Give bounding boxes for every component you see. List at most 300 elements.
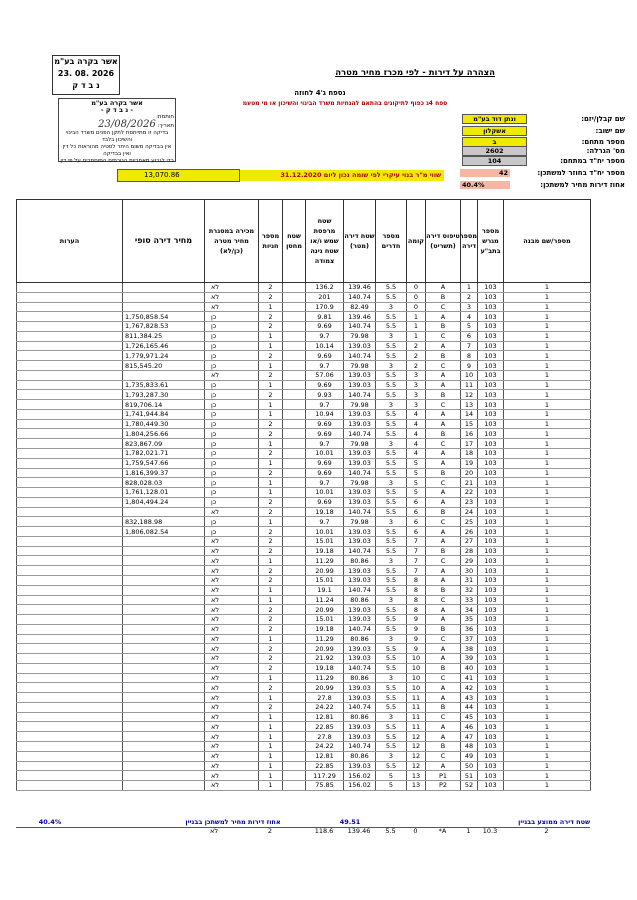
cell-balcony: 19.18 [306,663,344,673]
cell-lot: 103 [478,341,504,351]
cell-floor: 5 [407,458,426,468]
cell-storage [283,312,306,322]
cell-floor: 2 [407,341,426,351]
cell-parking: 1 [259,771,283,781]
cell-balcony: 9.7 [306,331,344,341]
cell-rooms: 5.5 [376,380,407,390]
cell-parking: 2 [259,322,283,332]
cell-floor: 3 [407,390,426,400]
cell-area: 79.98 [344,517,376,527]
table-row [17,292,591,302]
cell-balcony: 20.99 [306,683,344,693]
page-title: הצהרה על דירות - לפי מכרז מחיר מטרה [335,68,495,78]
cell-price [123,292,205,302]
cell-floor: 4 [407,409,426,419]
cell-parking: 1 [259,439,283,449]
cell-balcony: 20.99 [306,644,344,654]
cell-building: 1 [504,302,591,312]
cell-target-sale: לא [205,370,259,380]
cell-type: A [426,283,461,293]
cell-rooms: 5.5 [376,546,407,556]
header-target-sale: מכירה במסגרת מחיר מטרה (כן/לא) [205,200,259,283]
cell-floor: 4 [407,419,426,429]
cell-parking: 2 [259,449,283,459]
cell-notes [17,351,123,361]
cell-building: 1 [504,478,591,488]
cell-apt-no: 15 [461,419,478,429]
cell-type: B [426,292,461,302]
cell-type: A [426,605,461,615]
cell-lot: 103 [478,527,504,537]
affordable-pct-label: אחוז דירות מחיר למשתכן בבניין [185,818,281,826]
cell-building: 1 [504,370,591,380]
cell-building: 1 [504,654,591,664]
table-row [17,517,591,527]
cell-rooms: 3 [376,634,407,644]
cell-apt-no: 30 [461,566,478,576]
cell-storage [283,488,306,498]
cell-price: 1,793,287.30 [123,390,205,400]
table-row [17,419,591,429]
cell-parking: 1 [259,341,283,351]
cell-type: A [426,380,461,390]
cell-floor: 0 [407,292,426,302]
cell-balcony: 15.01 [306,615,344,625]
cell-rooms: 5.5 [376,615,407,625]
cell-area: 139.03 [344,419,376,429]
cell-balcony: 19.18 [306,624,344,634]
cell-area: 80.86 [344,634,376,644]
cell-notes [17,439,123,449]
cell-lot: 103 [478,400,504,410]
cell-apt-no: 36 [461,624,478,634]
cell-building: 1 [504,673,591,683]
cell-type: A [426,341,461,351]
cell-lot: 103 [478,683,504,693]
cell-balcony: 20.99 [306,605,344,615]
cell-floor: 6 [407,497,426,507]
table-row [17,429,591,439]
cell-rooms: 5.5 [376,536,407,546]
cell-building: 1 [504,751,591,761]
cell-target-sale: כן [205,351,259,361]
cell-lot: 10.3 [482,827,498,835]
table-row [17,585,591,595]
cell-storage [283,419,306,429]
cell-notes [17,732,123,742]
cell-parking: 2 [259,292,283,302]
cell-parking: 1 [259,741,283,751]
cell-floor: 8 [407,595,426,605]
cell-floor: 0 [407,302,426,312]
table-row [17,566,591,576]
cell-storage [283,722,306,732]
cell-storage [283,663,306,673]
cell-target-sale: לא [205,732,259,742]
table-row [17,361,591,371]
cell-floor: 12 [407,741,426,751]
stamp-box-signature: 23/08/2026 [98,119,156,130]
cell-type: A [426,527,461,537]
cell-type: A [426,722,461,732]
cell-floor: 12 [407,751,426,761]
cell-apt-no: 19 [461,458,478,468]
cell-lot: 103 [478,536,504,546]
cell-target-sale: לא [205,507,259,517]
cell-floor: 12 [407,761,426,771]
cell-storage [283,624,306,634]
cell-type: B [426,624,461,634]
cell-parking: 1 [259,732,283,742]
cell-rooms: 5.5 [376,409,407,419]
cell-target-sale: כן [205,439,259,449]
cell-building: 1 [504,341,591,351]
cell-storage [283,634,306,644]
table-row [17,634,591,644]
cell-balcony: 19.18 [306,507,344,517]
cell-building: 1 [504,322,591,332]
cell-notes [17,781,123,791]
cell-parking: 2 [259,527,283,537]
cell-price: 811,384.25 [123,331,205,341]
stamp-box-seal-label: חותמת: [156,114,174,120]
cell-area: 139.03 [344,605,376,615]
cell-balcony: 10.94 [306,409,344,419]
cell-type: A* [438,827,447,835]
cell-lot: 103 [478,673,504,683]
affordable-pct-value: 40.4% [38,818,62,826]
cell-target-sale: לא [205,615,259,625]
cell-floor: 6 [407,527,426,537]
cell-storage [283,322,306,332]
cell-notes [17,488,123,498]
cell-floor: 0 [413,827,418,835]
cell-area: 140.74 [344,322,376,332]
cell-rooms: 5.5 [376,341,407,351]
cell-apt-no: 24 [461,507,478,517]
cell-rooms: 3 [376,712,407,722]
cell-notes [17,497,123,507]
cell-balcony: 9.69 [306,380,344,390]
table-row [17,478,591,488]
cell-storage [283,331,306,341]
cell-building: 1 [504,712,591,722]
cell-parking: 1 [259,712,283,722]
cell-apt-no: 20 [461,468,478,478]
cell-building: 1 [504,390,591,400]
cell-type: B [426,585,461,595]
info-label: שם ישוב: [595,127,625,135]
cell-type: B [426,429,461,439]
cell-building: 1 [504,351,591,361]
stamp-box-status: - נ ב ד ק - [100,106,134,114]
appendix-label: נספח ג'4 לחוזה [294,89,346,97]
cell-storage [283,351,306,361]
table-row [17,458,591,468]
cell-price [123,605,205,615]
cell-building: 1 [504,546,591,556]
table-row [17,488,591,498]
cell-type: B [426,351,461,361]
cell-apt-no: 29 [461,556,478,566]
cell-area: 79.98 [344,400,376,410]
cell-storage [283,361,306,371]
cell-apt-no: 37 [461,634,478,644]
cell-area: 139.03 [344,722,376,732]
cell-notes [17,556,123,566]
cell-floor: 4 [407,449,426,459]
cell-lot: 103 [478,702,504,712]
cell-building: 1 [504,663,591,673]
cell-rooms: 5.5 [376,702,407,712]
cell-storage [283,527,306,537]
header-storage: שטח מחסן [283,200,306,283]
cell-notes [17,595,123,605]
table-row [17,741,591,751]
cell-apt-no: 35 [461,615,478,625]
cell-building: 1 [504,624,591,634]
cell-floor: 10 [407,683,426,693]
cell-target-sale: לא [205,663,259,673]
cell-floor: 9 [407,624,426,634]
cell-area: 140.74 [344,702,376,712]
cell-target-sale: כן [205,390,259,400]
cell-apt-no: 17 [461,439,478,449]
cell-area: 80.86 [344,556,376,566]
cell-storage [283,458,306,468]
cell-floor: 11 [407,722,426,732]
cell-target-sale: לא [205,536,259,546]
cell-target-sale: לא [205,654,259,664]
cell-notes [17,673,123,683]
cell-floor: 1 [407,331,426,341]
cell-apt-no: 1 [461,283,478,293]
table-row [17,302,591,312]
cell-balcony: 9.7 [306,400,344,410]
cell-target-sale: כן [205,478,259,488]
cell-floor: 9 [407,634,426,644]
cell-area: 79.98 [344,439,376,449]
cell-area: 139.03 [344,341,376,351]
cell-apt-no: 6 [461,331,478,341]
cell-building: 1 [504,722,591,732]
cell-rooms: 5.5 [385,827,396,835]
cell-building: 1 [504,409,591,419]
cell-notes [17,546,123,556]
cell-storage [283,439,306,449]
cell-price [123,634,205,644]
cell-apt-no: 8 [461,351,478,361]
stamp-box-note-1: בדיקה זו מתייחסת לתקן הפנים משרד הבינוי והשיכון בלבד [65,130,169,143]
cell-rooms: 5.5 [376,468,407,478]
cell-area: 139.03 [344,644,376,654]
cell-rooms: 5.5 [376,654,407,664]
cell-rooms: 5.5 [376,761,407,771]
cell-price [123,663,205,673]
cell-parking: 2 [259,468,283,478]
cell-notes [17,634,123,644]
cell-apt-no: 42 [461,683,478,693]
cell-parking: 1 [259,761,283,771]
cell-target-sale: לא [205,634,259,644]
cell-target-sale: לא [205,546,259,556]
cell-rooms: 5.5 [376,497,407,507]
header-floor: קומה [407,200,426,283]
cell-apt-no: 5 [461,322,478,332]
table-row [17,693,591,703]
cell-type: A [426,449,461,459]
cell-apt-no: 51 [461,771,478,781]
cell-rooms: 3 [376,400,407,410]
cell-storage [283,702,306,712]
cell-lot: 103 [478,322,504,332]
cell-target-sale: כן [205,361,259,371]
table-row [17,556,591,566]
cell-area: 139.46 [344,312,376,322]
cell-lot: 103 [478,634,504,644]
cell-area: 80.86 [344,712,376,722]
cell-balcony: 9.7 [306,439,344,449]
stamp-box-company: אשר בקרה בע"מ [91,99,143,107]
cell-notes [17,605,123,615]
cell-floor: 12 [407,732,426,742]
header-type: טיפוס דירה (תשריט) [426,200,461,283]
cell-parking: 1 [259,634,283,644]
cell-balcony: 24.22 [306,702,344,712]
cell-balcony: 10.01 [306,449,344,459]
table-row [17,654,591,664]
cell-parking: 1 [259,517,283,527]
cell-parking: 2 [259,546,283,556]
cell-storage [283,380,306,390]
cell-balcony: 75.85 [306,781,344,791]
cell-notes [17,615,123,625]
cell-notes [17,361,123,371]
info-row-units [455,157,625,169]
header-lot: מספר מגרש בתב"ע [478,200,504,283]
table-row [17,322,591,332]
cell-notes [17,341,123,351]
cell-storage [283,712,306,722]
cell-price [123,575,205,585]
cell-floor: 11 [407,712,426,722]
cell-lot: 103 [478,409,504,419]
cell-rooms: 3 [376,302,407,312]
cell-storage [283,644,306,654]
cell-storage [283,585,306,595]
cell-price: 819,706.14 [123,400,205,410]
cell-floor: 7 [407,546,426,556]
cell-rooms: 5.5 [376,507,407,517]
cell-notes [17,663,123,673]
cell-target-sale: לא [205,566,259,576]
cell-lot: 103 [478,390,504,400]
cell-building: 1 [504,693,591,703]
cell-rooms: 5.5 [376,683,407,693]
cell-apt-no: 4 [461,312,478,322]
table-row [17,331,591,341]
cell-rooms: 5.5 [376,488,407,498]
cell-apt-no: 3 [461,302,478,312]
cell-notes [17,419,123,429]
cell-balcony: 21.92 [306,654,344,664]
cell-area: 140.74 [344,390,376,400]
table-row [17,439,591,449]
cell-parking: 1 [259,585,283,595]
table-row [17,283,591,293]
cell-apt-no: 1 [466,827,471,835]
cell-parking: 1 [259,556,283,566]
cell-building: 1 [504,605,591,615]
cell-price [123,585,205,595]
cell-area: 139.03 [344,761,376,771]
cell-building: 1 [504,771,591,781]
cell-storage [283,566,306,576]
cell-parking: 1 [259,722,283,732]
cell-lot: 103 [478,292,504,302]
cell-type: C [426,556,461,566]
cell-apt-no: 46 [461,722,478,732]
cell-lot: 103 [478,693,504,703]
cell-target-sale: לא [205,292,259,302]
cell-floor: 2 [407,361,426,371]
cell-building: 1 [504,732,591,742]
cell-notes [17,507,123,517]
table-row [17,595,591,605]
cell-lot: 103 [478,419,504,429]
cell-apt-no: 41 [461,673,478,683]
cell-rooms: 5.5 [376,585,407,595]
cell-parking: 2 [259,575,283,585]
approval-stamp [52,55,120,95]
cell-type: B [426,390,461,400]
cell-type: C [426,595,461,605]
cell-area: 140.74 [344,468,376,478]
cell-price [123,556,205,566]
cell-storage [283,429,306,439]
cell-balcony: 22.85 [306,722,344,732]
header-balcony: שטח מרפסת שמש ו/או שטח גינה צמודה [306,200,344,283]
table-row [17,683,591,693]
cell-floor: 7 [407,556,426,566]
cell-price [123,536,205,546]
stamp-box-note-2: אין בבדיקה משום היתר לסטיה מהוראות כל דין ואין בבדיקה [62,144,172,157]
cell-rooms: 5 [376,771,407,781]
cell-apt-no: 49 [461,751,478,761]
cell-building: 1 [504,361,591,371]
cell-storage [283,341,306,351]
cell-rooms: 3 [376,673,407,683]
cell-storage [283,302,306,312]
appendix-note: ספח 4ג כפוף לתיקונים בהתאם להנחיות משרד הבינוי והשיכון או מי מטעמ [242,100,448,107]
apartments-table [16,199,591,791]
cell-notes [17,654,123,664]
cell-parking: 2 [259,419,283,429]
cell-rooms: 5.5 [376,663,407,673]
cell-rooms: 5.5 [376,283,407,293]
cell-notes [17,517,123,527]
cell-price: 1,782,021.71 [123,449,205,459]
cell-type: A [426,370,461,380]
cell-lot: 103 [478,478,504,488]
cell-parking: 1 [259,409,283,419]
cell-target-sale: לא [205,683,259,693]
cell-balcony: 57.06 [306,370,344,380]
table-row [17,390,591,400]
cell-rooms: 3 [376,595,407,605]
cell-rooms: 5.5 [376,722,407,732]
header-parking: מספר חניות [259,200,283,283]
